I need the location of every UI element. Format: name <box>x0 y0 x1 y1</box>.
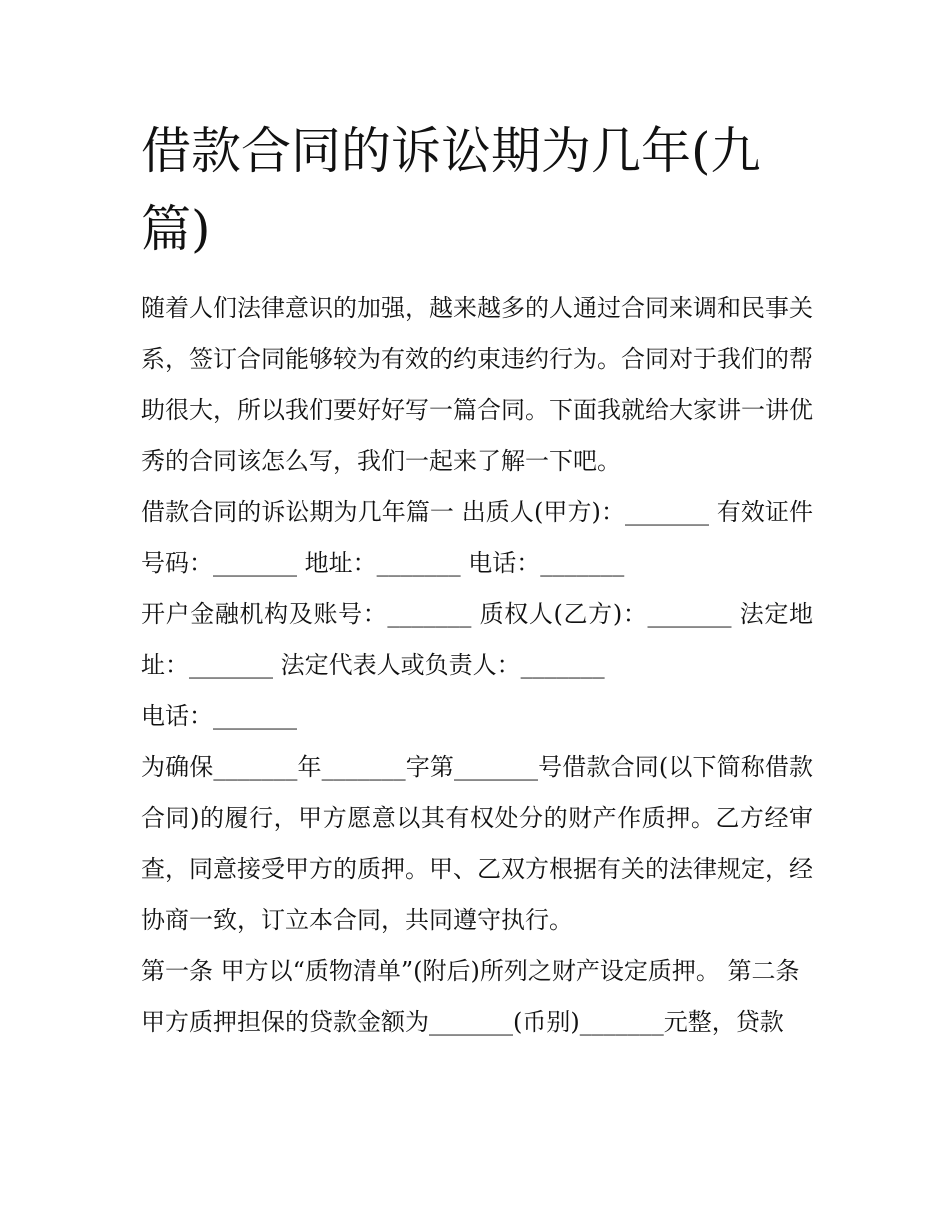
document-page <box>141 112 813 1048</box>
article-one-paragraph: 第一条 甲方以“质物清单”(附后)所列之财产设定质押。 第二条 <box>141 957 800 985</box>
intro-paragraph: 随着人们法律意识的加强，越来越多的人通过合同来调和民事关系，签订合同能够较为有效的约束违约行为。合同对于我们的帮助很大，所以我们要好好写一篇合同。下面我就给大家讲一讲优秀的合同该怎么写，我们一起来了解一下吧。 <box>141 294 813 475</box>
purpose-paragraph: 为确保_______年_______字第_______号借款合同(以下简称借款合同)的履行，甲方愿意以其有权处分的财产作质押。乙方经审查，同意接受甲方的质押。甲、乙双方根据有关的法律规定，经协商一致，订立本合同，共同遵守执行。 <box>141 753 813 934</box>
pledgee-info-paragraph: 开户金融机构及账号：_______ 质权人(乙方)：_______ 法定地址：_______ 法定代表人或负责人：_______ <box>141 600 813 679</box>
pledgor-info-paragraph: 借款合同的诉讼期为几年篇一 出质人(甲方)：_______ 有效证件号码：_______ 地址：_______ 电话：_______ <box>141 498 813 577</box>
loan-amount-paragraph: 甲方质押担保的贷款金额为_______(币别)_______元整，贷款 <box>141 1008 784 1036</box>
document-title: 借款合同的诉讼期为几年(九篇) <box>141 122 761 258</box>
phone-paragraph: 电话：_______ <box>141 702 297 730</box>
